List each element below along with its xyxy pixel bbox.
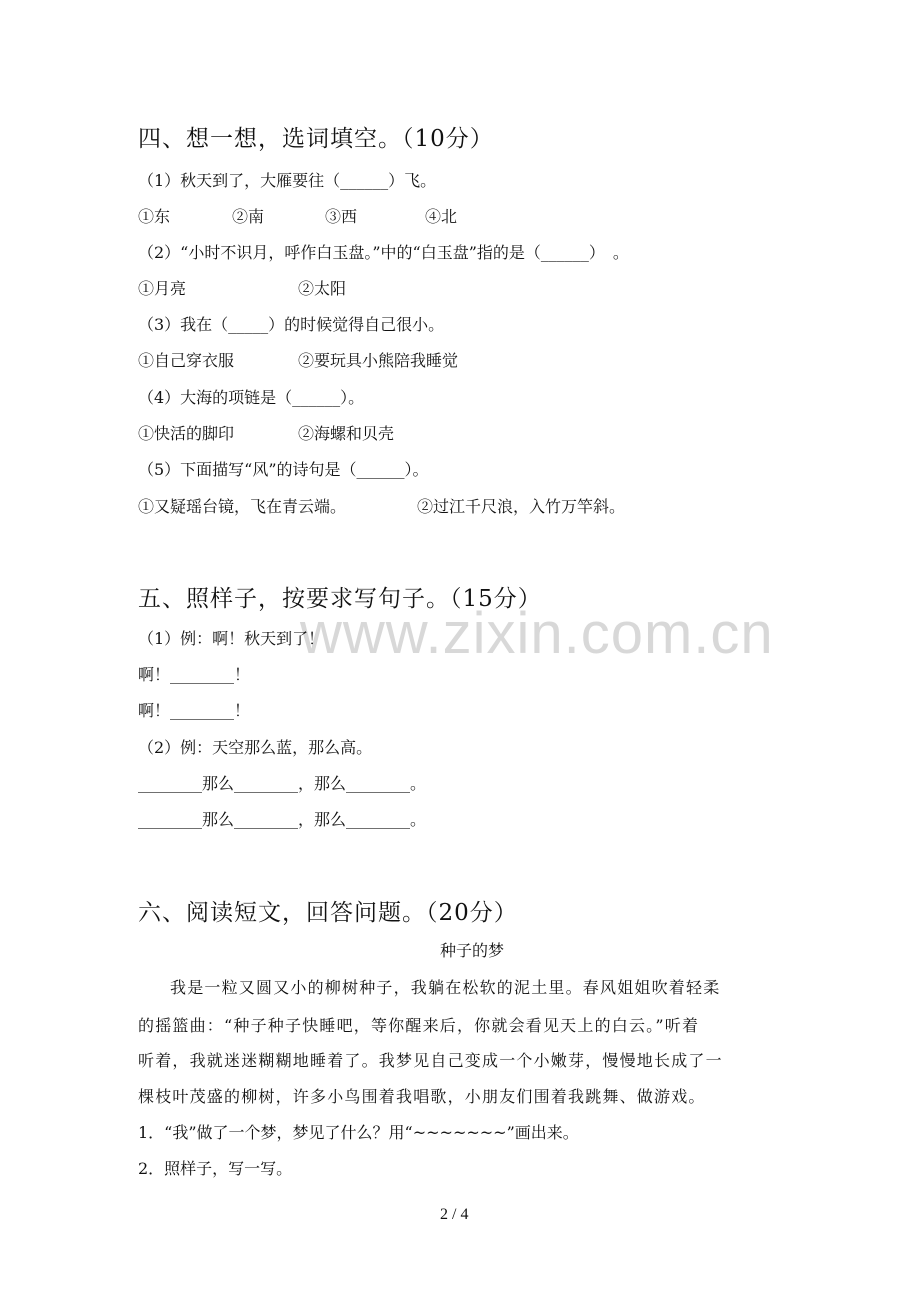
- passage-line: 我是一粒又圆又小的柳树种子，我躺在松软的泥土里。春风姐姐吹着轻柔: [170, 978, 721, 997]
- option-2-b: ②太阳: [298, 279, 347, 298]
- option-3-a: ①自己穿衣服: [138, 351, 235, 370]
- passage-line: 听着，我就迷迷糊糊地睡着了。我梦见自己变成一个小嫩芽，慢慢地长成了一: [138, 1051, 723, 1070]
- question-1: （1）秋天到了，大雁要往（______）飞。: [138, 171, 437, 190]
- option-4-b: ②海螺和贝壳: [298, 424, 395, 443]
- section-6-title: 六、阅读短文，回答问题。（20分）: [138, 900, 518, 926]
- reading-question-2: 2．照样子，写一写。: [138, 1159, 293, 1178]
- example-line-1: （1）例：啊！秋天到了！: [138, 629, 325, 648]
- section-5-title: 五、照样子，按要求写句子。（15分）: [138, 586, 542, 612]
- watermark: www.zixin.com.cn: [300, 601, 774, 666]
- option-1-c: ③西: [325, 207, 358, 226]
- option-3-b: ②要玩具小熊陪我睡觉: [298, 351, 459, 370]
- option-1-d: ④北: [425, 207, 458, 226]
- passage-line: 棵枝叶茂盛的柳树，许多小鸟围着我唱歌，小朋友们围着我跳舞、做游戏。: [138, 1087, 706, 1106]
- example-line-2: （2）例：天空那么蓝，那么高。: [138, 738, 373, 757]
- answer-line: 啊！________！: [138, 665, 251, 684]
- question-2: （2）“小时不识月，呼作白玉盘。”中的“白玉盘”指的是（______） 。: [138, 243, 629, 262]
- option-1-b: ②南: [232, 207, 265, 226]
- reading-question-1: 1．“我”做了一个梦，梦见了什么？用“~~~~~~~”画出来。: [138, 1123, 579, 1142]
- option-4-a: ①快活的脚印: [138, 424, 235, 443]
- answer-line: 啊！________！: [138, 701, 251, 720]
- option-1-a: ①东: [138, 207, 171, 226]
- answer-line: ________那么________，那么________。: [138, 774, 427, 793]
- passage-line: 的摇篮曲：“种子种子快睡吧，等你醒来后，你就会看见天上的白云。”听着: [138, 1016, 700, 1035]
- section-4-title: 四、想一想，选词填空。（10分）: [138, 126, 494, 152]
- question-3: （3）我在（_____）的时候觉得自己很小。: [138, 315, 445, 334]
- page-number: 2 / 4: [440, 1206, 469, 1223]
- question-5: （5）下面描写“风”的诗句是（______）。: [138, 460, 429, 479]
- passage-title: 种子的梦: [440, 941, 505, 960]
- question-4: （4）大海的项链是（______）。: [138, 388, 365, 407]
- answer-line: ________那么________，那么________。: [138, 810, 427, 829]
- option-5-b: ②过江千尺浪，入竹万竿斜。: [417, 497, 626, 516]
- option-5-a: ①又疑瑶台镜，飞在青云端。: [138, 497, 347, 516]
- option-2-a: ①月亮: [138, 279, 187, 298]
